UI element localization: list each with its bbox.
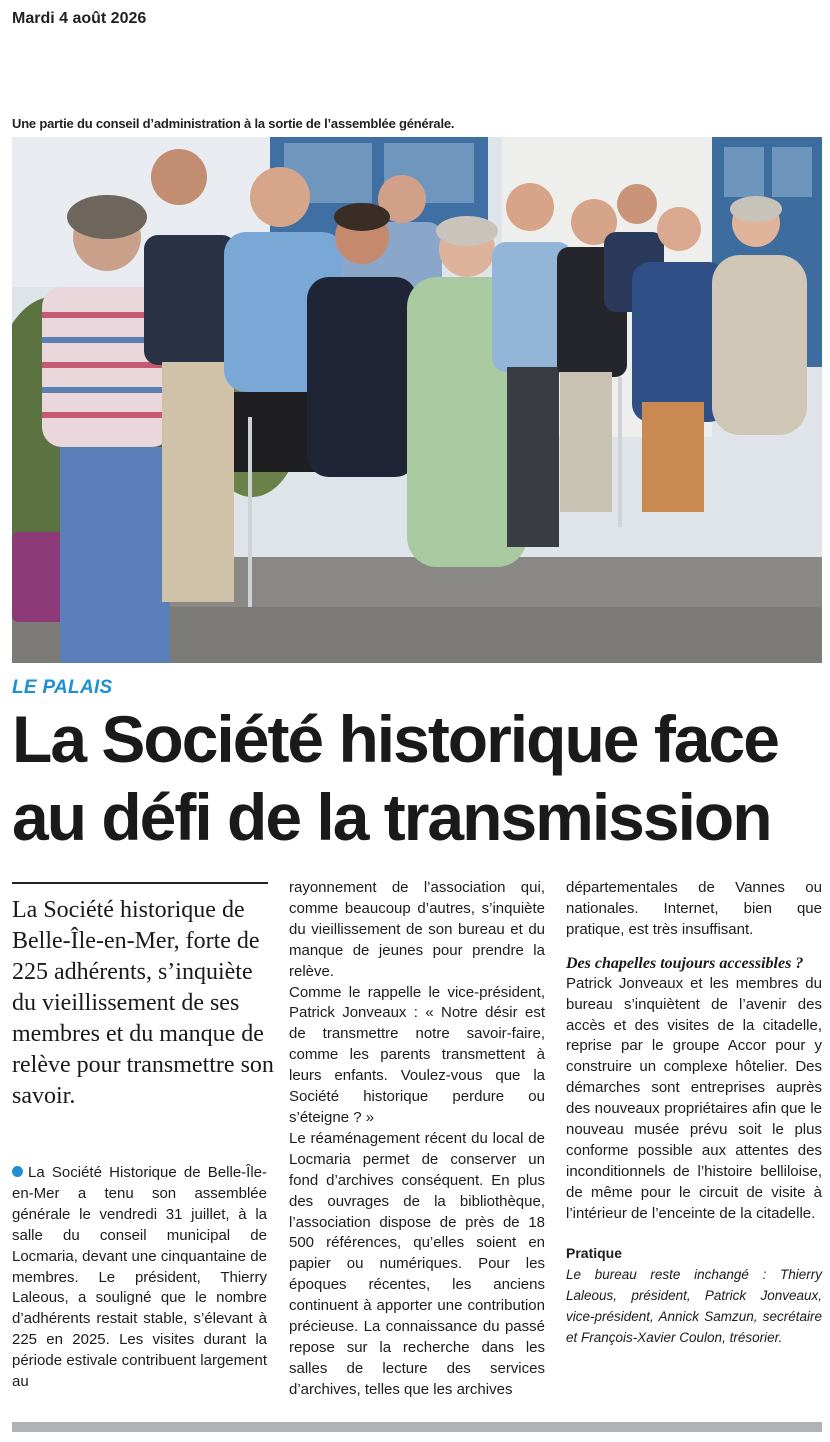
bullet-icon <box>12 1166 23 1177</box>
paragraph-1-continued: rayonnement de l’association qui, comme beaucoup d’autres, s’inquiète du vieillissement de son bureau et du manque de jeunes pour prendre la relève. <box>289 879 545 980</box>
pratique-heading: Pratique <box>566 1244 623 1261</box>
photo-caption: Une partie du conseil d’administration à la sortie de l’assemblée générale. <box>12 116 455 131</box>
article-column-1 <box>12 1163 267 1393</box>
article-headline: La Société historique face au défi de la transmission <box>12 702 778 854</box>
paragraph-1 <box>12 1163 267 1393</box>
section-subhead: Des chapelles toujours accessibles ? <box>566 954 804 972</box>
article-column-2 <box>289 878 545 1401</box>
paragraph-3: Le réaménagement récent du local de Locmaria permet de conserver un fond d’archives conséquent. En plus des ouvrages de la bibliothèque, l’association dispose de près de 18 500 références, qu’elles soient en papier ou numériques. Pour les époques récentes, les anciens continuent à apporter une contribution précieuse. La connaissance du passé repose sur la recherche dans les salles de lecture des services d’archives, telles que les archives <box>289 1129 545 1398</box>
publication-date: Mardi 4 août 2026 <box>12 10 147 27</box>
lead-divider <box>12 882 268 884</box>
group-photo <box>12 137 822 663</box>
paragraph-1-text: La Société Historique de Belle-Île-en-Mer a tenu son assemblée générale le vendredi 31 juillet, à la salle du conseil municipal de Locmaria, devant une cinquantaine de membres. Le président, Thierry Laleous, a souligné que le nombre d’adhérents restait stable, s’élevant à 225 en 2025. Les visites durant la période estivale contribuent largement au <box>12 1164 267 1391</box>
paragraph-4: Patrick Jonveaux et les membres du bureau s’inquiètent de l’avenir des accès et des visites de la citadelle, reprise par le groupe Accor pour y construire un complexe hôtelier. Des démarches sont entreprises auprès des nouveaux propriétaires afin que le nouveau musée prévu soit le plus conforme possible aux attentes des inconditionnels de l’histoire belliloise, de même pour le circuit de visite à l’intérieur de l’enceinte de la citadelle. <box>566 974 822 1222</box>
paragraph-3-continued: départementales de Vannes ou nationales. Internet, bien que pratique, est très insuffisant. <box>566 879 822 938</box>
paragraph-2: Comme le rappelle le vice-président, Patrick Jonveaux : « Notre désir est de transmettre notre savoir-faire, comme les parents transmettent à leurs enfants. Voulez-vous que la Société historique perdure ou s’éteigne ? » <box>289 983 545 1126</box>
article-kicker: LE PALAIS <box>12 677 113 698</box>
pratique-text: Le bureau reste inchangé : Thierry Laleous, président, Patrick Jonveaux, vice-président, Annick Samzun, secrétaire et François-Xavier Coulon, trésorier. <box>566 1266 822 1345</box>
bottom-bar <box>12 1422 822 1432</box>
article-column-3 <box>566 878 822 1348</box>
article-lead: La Société historique de Belle-Île-en-Mer, forte de 225 adhérents, s’inquiète du vieillissement de ses membres et du manque de relève pour transmettre son savoir. <box>12 897 274 1109</box>
